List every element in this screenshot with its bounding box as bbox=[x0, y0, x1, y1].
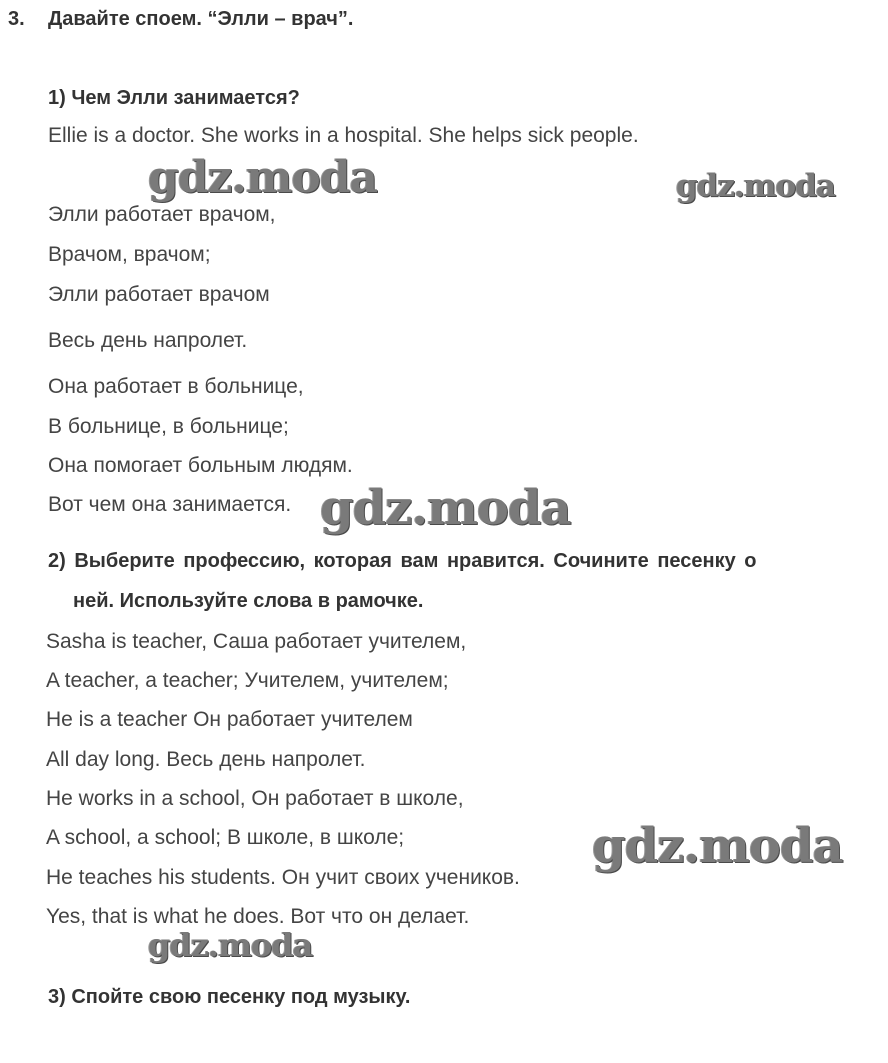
watermark-logo: gdz.moda bbox=[320, 480, 571, 536]
part2-line-3: He is a teacher Он работает учителем bbox=[46, 708, 413, 731]
watermark-logo: gdz.moda bbox=[676, 168, 835, 204]
task-number: 3. bbox=[8, 8, 25, 30]
part1-line-7: Она помогает больным людям. bbox=[48, 454, 353, 477]
part2-line-1: Sasha is teacher, Саша работает учителем, bbox=[46, 630, 467, 653]
part1-line-6: В больнице, в больнице; bbox=[48, 415, 289, 438]
part2-heading-line1: 2) Выберите профессию, которая вам нравится. Сочините песенку о bbox=[48, 550, 757, 572]
part1-line-4: Весь день напролет. bbox=[48, 329, 248, 352]
part3-heading: 3) Спойте свою песенку под музыку. bbox=[48, 986, 411, 1008]
part1-line-3: Элли работает врачом bbox=[48, 283, 270, 306]
watermark-logo: gdz.moda bbox=[148, 152, 378, 203]
part1-line-2: Врачом, врачом; bbox=[48, 243, 211, 266]
task-title: Давайте споем. “Элли – врач”. bbox=[48, 8, 354, 30]
part2-line-6: A school, a school; В школе, в школе; bbox=[46, 826, 405, 849]
part1-line-8: Вот чем она занимается. bbox=[48, 493, 292, 516]
part1-english: Ellie is a doctor. She works in a hospital. She helps sick people. bbox=[48, 124, 639, 147]
part1-line-1: Элли работает врачом, bbox=[48, 203, 276, 226]
part1-heading: 1) Чем Элли занимается? bbox=[48, 87, 300, 109]
part2-heading-line2: ней. Используйте слова в рамочке. bbox=[73, 590, 424, 612]
part1-line-5: Она работает в больнице, bbox=[48, 375, 304, 398]
watermark-logo: gdz.moda bbox=[148, 926, 313, 964]
part2-line-2: A teacher, a teacher; Учителем, учителем; bbox=[46, 669, 449, 692]
watermark-logo: gdz.moda bbox=[592, 818, 843, 874]
part2-line-4: All day long. Весь день напролет. bbox=[46, 748, 366, 771]
part2-line-7: He teaches his students. Он учит своих учеников. bbox=[46, 866, 520, 889]
part2-line-5: He works in a school, Он работает в школе, bbox=[46, 787, 464, 810]
part2-line-8: Yes, that is what he does. Вот что он делает. bbox=[46, 905, 470, 928]
